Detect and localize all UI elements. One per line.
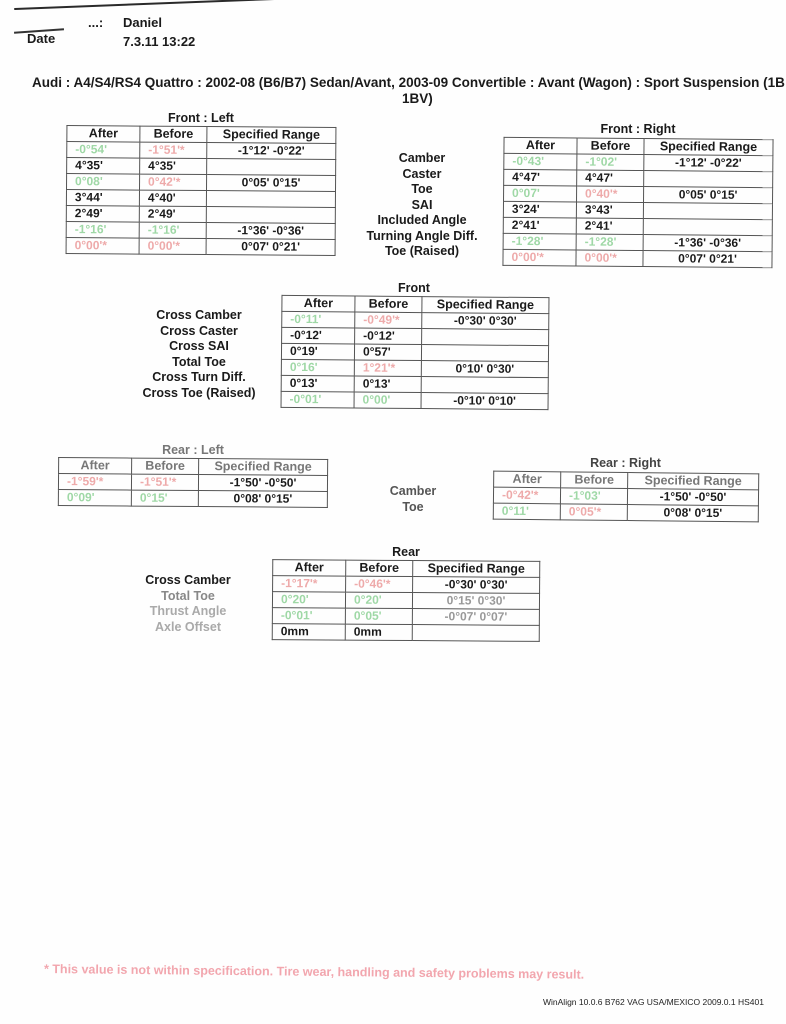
after-value: 0°07'	[504, 185, 577, 202]
column-header-range: Specified Range	[422, 297, 549, 314]
after-value: 0°11'	[493, 503, 560, 520]
paper-fold-edge	[14, 0, 774, 10]
table-row	[58, 474, 327, 492]
before-value: -1°51'*	[131, 474, 198, 490]
specified-range	[422, 329, 549, 346]
before-value: 0mm	[345, 624, 412, 640]
measurement-label: Camber	[398, 151, 446, 165]
before-value: -0°12'	[355, 328, 422, 345]
specified-range: -0°30' 0°30'	[422, 313, 549, 330]
specified-range	[206, 191, 335, 208]
table-row	[66, 190, 335, 208]
table-row	[273, 576, 540, 594]
specified-range: 0°05' 0°15'	[643, 187, 772, 204]
before-value: -1°02'	[577, 154, 644, 171]
table-row	[272, 608, 539, 626]
specified-range	[643, 219, 772, 236]
table-header-row	[273, 560, 540, 578]
specified-range: -1°36' -0°36'	[643, 235, 772, 252]
after-value: 0°16'	[281, 359, 354, 376]
specified-range	[421, 345, 548, 362]
before-value: 0°20'	[345, 592, 412, 608]
before-value: -1°16'	[139, 222, 206, 238]
table-row	[66, 222, 335, 240]
front-right-title: Front : Right	[600, 122, 676, 136]
after-value: -1°17'*	[273, 576, 346, 593]
measurement-label: Cross Toe (Raised)	[142, 385, 256, 400]
column-header-after: After	[494, 471, 561, 488]
measurement-label: Caster	[402, 166, 442, 181]
after-value: 0°00'*	[503, 249, 576, 266]
before-value: 4°40'	[139, 190, 206, 206]
column-header-before: Before	[140, 126, 207, 142]
before-value: 4°35'	[140, 158, 207, 174]
before-value: 2°49'	[139, 206, 206, 222]
rear-left-table	[58, 457, 328, 508]
after-value: 4°35'	[67, 158, 140, 175]
front-left-title: Front : Left	[168, 111, 234, 125]
specified-range: 0°08' 0°15'	[198, 491, 327, 508]
date-label: Date	[27, 31, 56, 46]
before-value: 0°13'	[354, 376, 421, 393]
after-value: -0°54'	[67, 142, 140, 159]
before-value: -0°46'*	[346, 576, 413, 592]
specified-range	[412, 625, 539, 642]
table-row	[503, 249, 772, 267]
specified-range: 0°08' 0°15'	[627, 505, 758, 522]
rear-cross-title: Rear	[392, 545, 420, 559]
measurement-label: Total Toe	[172, 354, 226, 369]
table-row	[272, 592, 539, 610]
after-value: -0°01'	[281, 391, 354, 408]
rear-left-title: Rear : Left	[162, 443, 224, 457]
front-measurement-labels	[346, 151, 498, 260]
after-value: 0°19'	[281, 343, 354, 360]
table-header-row	[282, 295, 549, 313]
measurement-label: Total Toe	[161, 588, 215, 603]
column-header-range: Specified Range	[413, 561, 540, 578]
column-header-before: Before	[132, 458, 199, 474]
after-value: -1°28'	[503, 233, 576, 250]
after-value: 2°41'	[503, 217, 576, 234]
after-value: 4°47'	[504, 169, 577, 186]
column-header-range: Specified Range	[207, 127, 336, 144]
front-cross-title: Front	[398, 281, 430, 295]
after-value: 3°44'	[66, 190, 139, 207]
after-value: -0°42'*	[493, 487, 560, 504]
after-value: -1°59'*	[58, 474, 131, 491]
front-cross-table	[281, 295, 550, 410]
table-row	[272, 624, 539, 642]
after-value: 0mm	[272, 624, 345, 641]
after-value: -0°12'	[282, 327, 355, 344]
before-value: -1°28'	[576, 234, 643, 251]
measurement-label: Axle Offset	[155, 619, 221, 634]
specified-range: 0°15' 0°30'	[412, 593, 539, 610]
measurement-label: Cross Camber	[145, 573, 231, 587]
rear-measurement-labels	[378, 484, 448, 515]
table-row	[281, 391, 548, 409]
specified-range: -0°10' 0°10'	[421, 393, 548, 410]
column-header-before: Before	[561, 472, 628, 489]
before-value: 0°00'	[354, 392, 421, 409]
after-value: 0°13'	[281, 375, 354, 392]
rear-right-table	[493, 471, 759, 523]
table-row	[67, 142, 336, 160]
column-header-range: Specified Range	[628, 473, 759, 490]
column-header-after: After	[273, 560, 346, 577]
front-right-table	[502, 137, 773, 268]
after-value: -0°11'	[282, 311, 355, 328]
specified-range	[207, 159, 336, 176]
customer-name: Daniel	[123, 15, 163, 30]
table-row	[58, 490, 327, 508]
specified-range	[421, 377, 548, 394]
after-value: 0°08'	[67, 174, 140, 191]
after-value: 2°49'	[66, 206, 139, 223]
table-row	[67, 158, 336, 176]
before-value: 0°05'*	[560, 504, 627, 521]
before-value: 0°05'	[345, 608, 412, 624]
rear-cross-table	[272, 559, 541, 642]
column-header-after: After	[504, 137, 577, 154]
specified-range: -1°12' -0°22'	[207, 143, 336, 160]
before-value: 0°00'*	[576, 250, 643, 267]
date-value: 7.3.11 13:22	[123, 34, 196, 49]
specified-range: -1°50' -0°50'	[627, 489, 758, 506]
measurement-label: Cross Turn Diff.	[152, 370, 246, 384]
after-value: 0°20'	[272, 592, 345, 609]
after-value: 0°00'*	[66, 238, 139, 255]
measurement-label: Toe	[411, 182, 433, 196]
before-value: 0°42'*	[140, 174, 207, 190]
vehicle-description	[32, 75, 786, 107]
before-value: 0°57'	[354, 344, 421, 361]
measurement-label: SAI	[411, 197, 433, 212]
before-value: 1°21'*	[354, 360, 421, 377]
specified-range: -1°50' -0°50'	[198, 475, 327, 492]
before-value: -1°51'*	[140, 142, 207, 158]
specified-range: -1°12' -0°22'	[644, 155, 773, 172]
table-header-row	[504, 137, 773, 155]
rear-right-title: Rear : Right	[590, 456, 661, 470]
specified-range	[644, 171, 773, 188]
before-value: 2°41'	[576, 218, 643, 235]
table-row	[493, 503, 758, 522]
table-header-row	[59, 458, 328, 476]
measurement-label: Turning Angle Diff.	[366, 228, 478, 243]
column-header-before: Before	[577, 138, 644, 155]
name-label: ...:	[88, 15, 104, 30]
specified-range: 0°07' 0°21'	[643, 251, 772, 268]
before-value: 0°40'*	[577, 186, 644, 203]
measurement-label: Cross Caster	[160, 323, 238, 338]
measurement-label: Thrust Angle	[149, 604, 227, 618]
out-of-spec-warning: * This value is not within specification. Tire wear, handling and safety problems may result.	[43, 962, 585, 982]
front-left-table	[66, 125, 337, 256]
software-version: WinAlign 10.0.6 B762 VAG USA/MEXICO 2009.0.1 HS401	[543, 997, 764, 1007]
measurement-label: Camber	[389, 484, 437, 498]
rear-cross-labels	[128, 573, 248, 635]
specified-range: -1°36' -0°36'	[206, 223, 335, 240]
column-header-after: After	[67, 126, 140, 143]
before-value: 4°47'	[577, 170, 644, 187]
measurement-label: Cross Camber	[156, 308, 242, 322]
measurement-label: Included Angle	[377, 213, 467, 227]
table-row	[66, 206, 335, 224]
before-value: -0°49'*	[355, 312, 422, 329]
column-header-after: After	[59, 458, 132, 475]
column-header-before: Before	[346, 560, 413, 576]
before-value: -1°03'	[560, 488, 627, 505]
vehicle-line-1: Audi : A4/S4/RS4 Quattro : 2002-08 (B6/B7) Sedan/Avant, 2003-09 Convertible : Avant (Wagon) : Sport Suspension (1B	[32, 75, 785, 90]
column-header-before: Before	[355, 296, 422, 313]
table-row	[67, 174, 336, 192]
after-value: 3°24'	[503, 201, 576, 218]
after-value: -0°43'	[504, 153, 577, 170]
measurement-label: Toe	[402, 499, 424, 514]
before-value: 0°00'*	[139, 238, 206, 254]
after-value: -1°16'	[66, 222, 139, 239]
table-row	[66, 238, 335, 256]
vehicle-line-2: 1BV)	[402, 91, 433, 106]
table-row	[282, 327, 549, 345]
after-value: -0°01'	[272, 608, 345, 625]
column-header-range: Specified Range	[199, 459, 328, 476]
before-value: 3°43'	[576, 202, 643, 219]
measurement-label: Toe (Raised)	[384, 244, 460, 258]
column-header-after: After	[282, 295, 355, 312]
specified-range: 0°10' 0°30'	[421, 361, 548, 378]
specified-range: 0°05' 0°15'	[206, 175, 335, 192]
column-header-range: Specified Range	[644, 139, 773, 156]
table-header-row	[67, 126, 336, 144]
front-cross-labels	[124, 308, 274, 401]
specified-range: 0°07' 0°21'	[206, 239, 335, 256]
specified-range	[643, 203, 772, 220]
specified-range: -0°30' 0°30'	[413, 577, 540, 594]
after-value: 0°09'	[58, 490, 131, 507]
before-value: 0°15'	[131, 490, 198, 506]
specified-range	[206, 207, 335, 224]
specified-range: -0°07' 0°07'	[412, 609, 539, 626]
measurement-label: Cross SAI	[169, 339, 229, 353]
